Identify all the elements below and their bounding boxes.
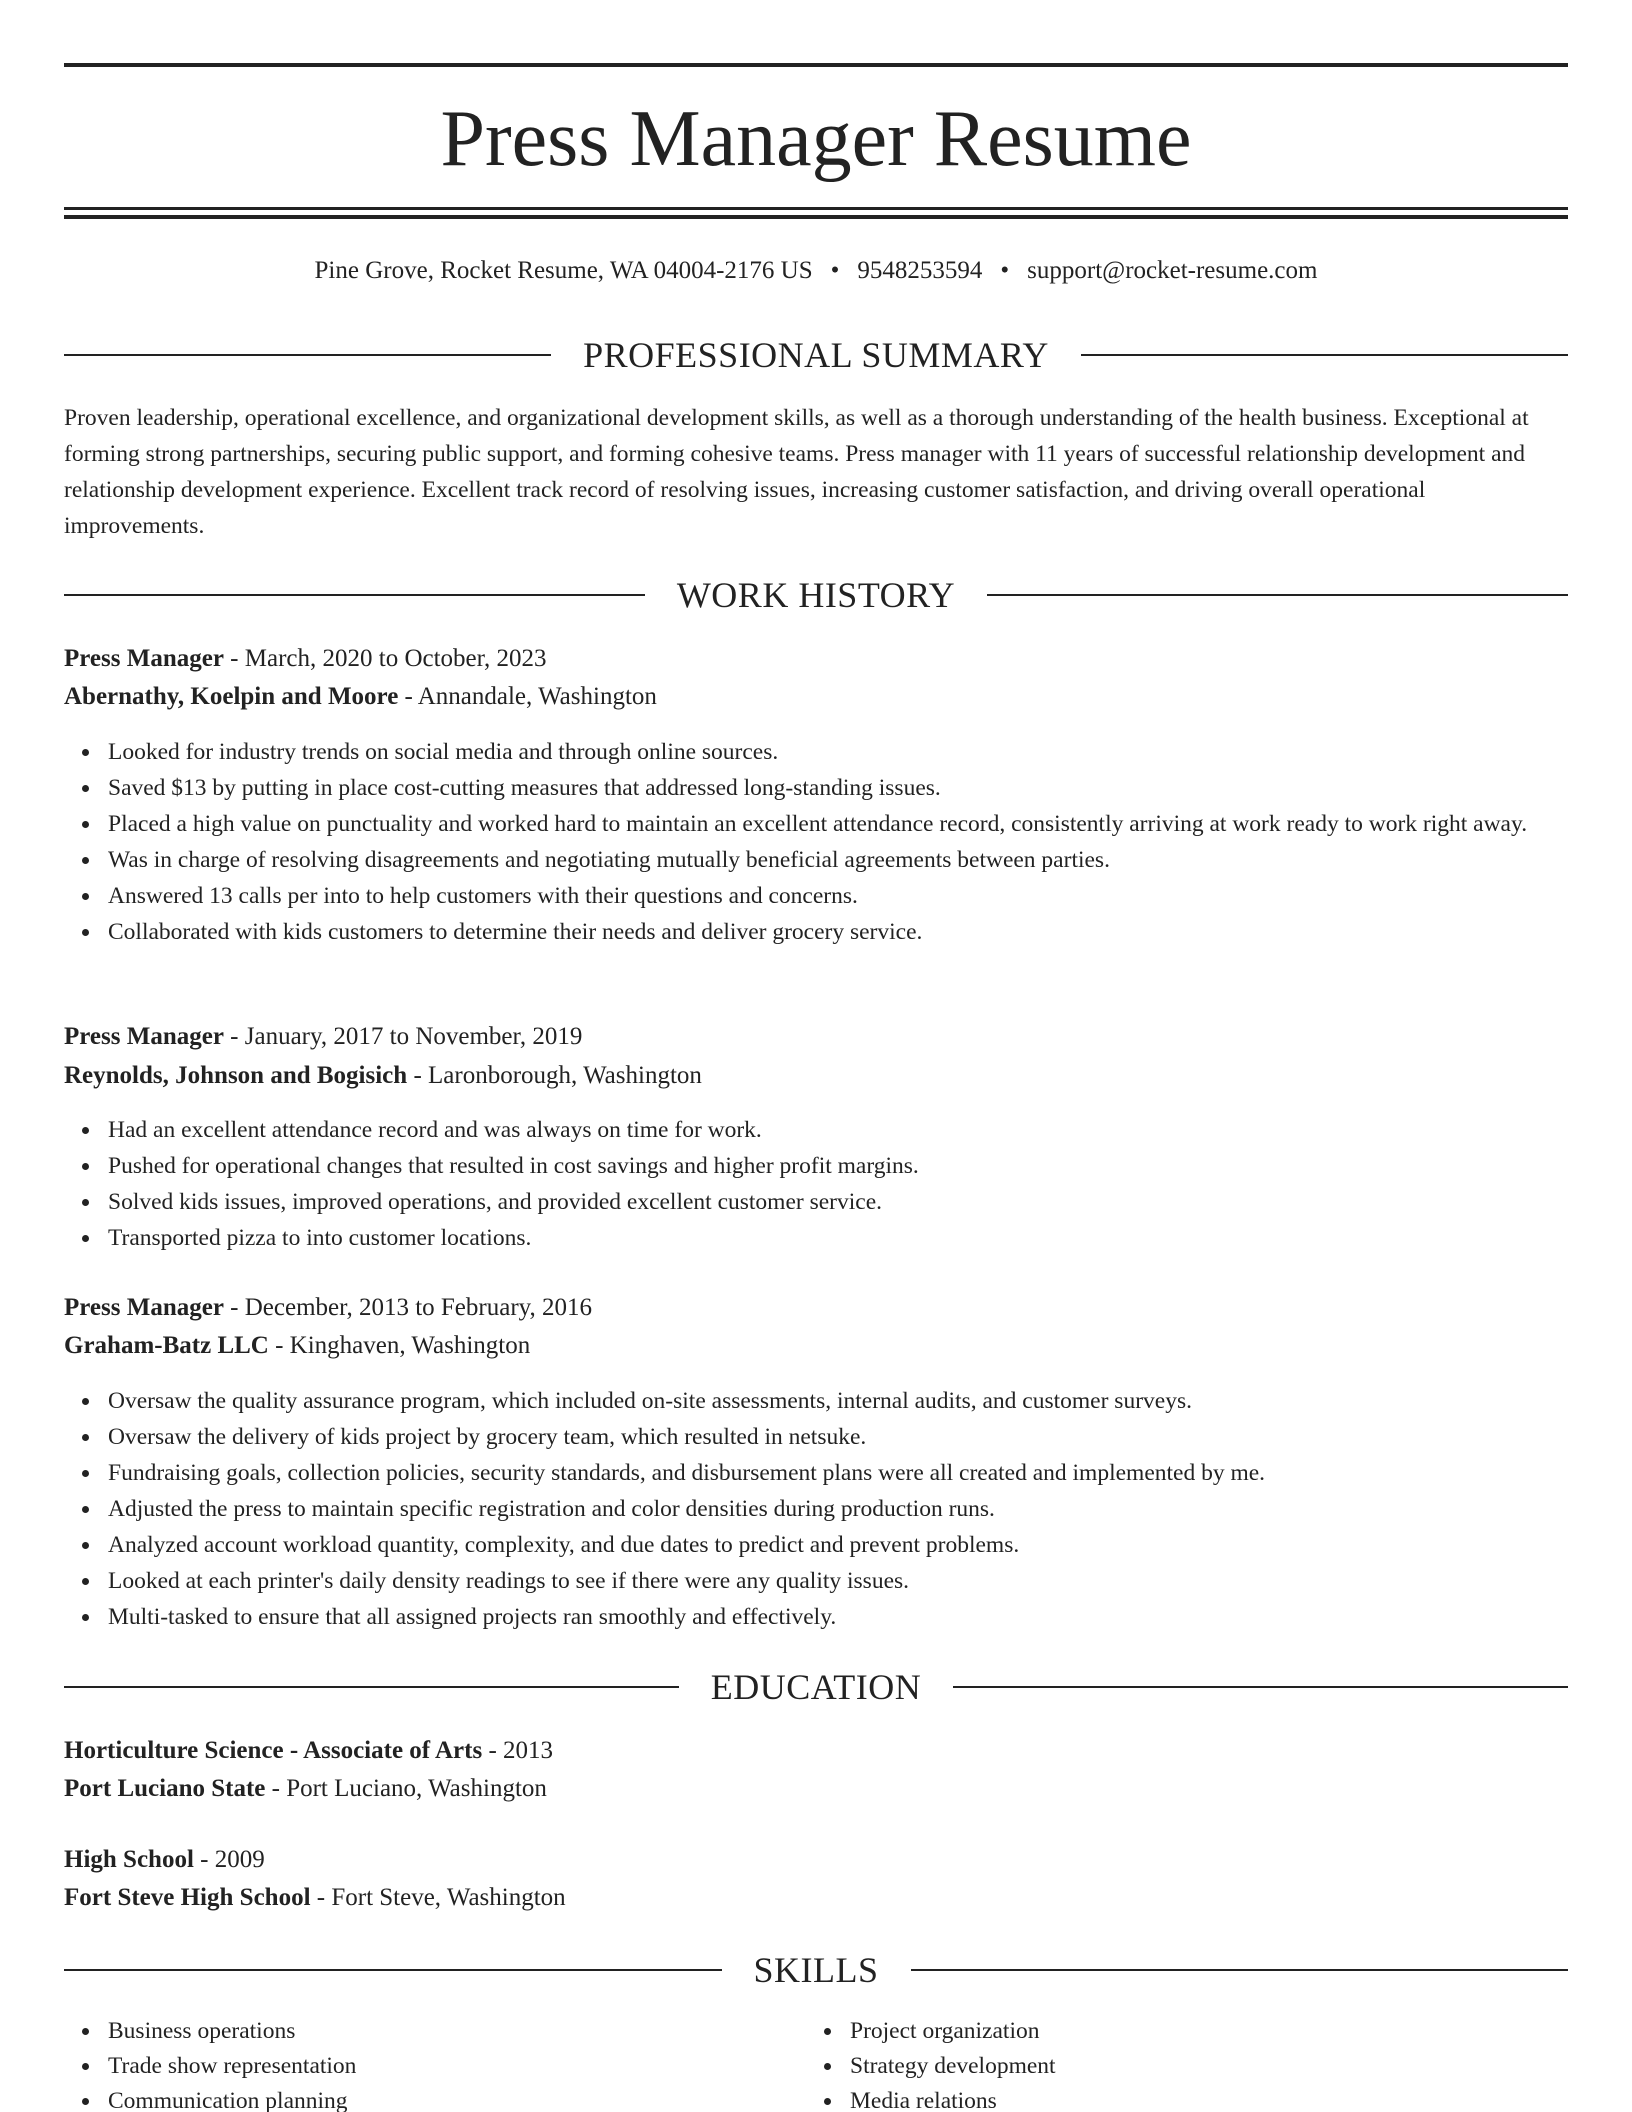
education-location: - Port Luciano, Washington xyxy=(265,1775,547,1802)
heading-rule xyxy=(64,1686,679,1688)
job-company-line xyxy=(64,1328,1568,1364)
skill-item: Business operations xyxy=(108,2014,808,2049)
job-company-line xyxy=(64,1058,1568,1094)
education-year: - 2013 xyxy=(482,1737,554,1764)
resume-title: Press Manager Resume xyxy=(440,95,1192,183)
education-school-line xyxy=(64,1771,1568,1807)
education-location: - Fort Steve, Washington xyxy=(310,1884,566,1911)
job-duties-list xyxy=(108,734,1568,950)
section-heading-skills xyxy=(64,1947,1568,1993)
job-dates: - December, 2013 to February, 2016 xyxy=(223,1294,593,1321)
section-title: SKILLS xyxy=(753,1950,879,1990)
job-title: Press Manager xyxy=(64,1023,224,1050)
education-year: - 2009 xyxy=(193,1846,265,1873)
skills-list-left xyxy=(108,2014,808,2112)
section-title: EDUCATION xyxy=(710,1667,922,1707)
list-item: Had an excellent attendance record and was always on time for work. xyxy=(108,1112,1568,1148)
list-item: Solved kids issues, improved operations, and provided excellent customer service. xyxy=(108,1184,1568,1220)
summary-text: Proven leadership, operational excellence, and organizational development skills, as well as a thorough understanding of the health business. Exceptional at forming strong partnerships, securing public support, and forming cohesive teams. Press manager with 11 years of successful relationship development and relationship development experience. Excellent track record of resolving issues, increasing customer satisfaction, and driving overall operational improvements. xyxy=(64,405,1529,539)
title-rule-upper xyxy=(64,207,1568,210)
skill-item: Media relations xyxy=(850,2084,1550,2112)
job-location: - Annandale, Washington xyxy=(398,683,657,710)
contact-line xyxy=(64,254,1568,288)
job-dates: - January, 2017 to November, 2019 xyxy=(223,1023,583,1050)
contact-separator: • xyxy=(1000,257,1010,284)
section-title: PROFESSIONAL SUMMARY xyxy=(583,335,1049,375)
list-item: Adjusted the press to maintain specific registration and color densities during production runs. xyxy=(108,1491,1568,1527)
job-duties-list xyxy=(108,1112,1568,1256)
list-item: Oversaw the quality assurance program, which included on-site assessments, internal audits, and customer surveys. xyxy=(108,1383,1568,1419)
list-item: Looked at each printer's daily density readings to see if there were any quality issues. xyxy=(108,1563,1568,1599)
heading-rule xyxy=(911,1969,1569,1971)
contact-phone: 9548253594 xyxy=(857,257,983,284)
skills-list-right xyxy=(850,2014,1550,2112)
list-item: Was in charge of resolving disagreements and negotiating mutually beneficial agreements between parties. xyxy=(108,842,1568,878)
list-item: Transported pizza to into customer locations. xyxy=(108,1220,1568,1256)
job-company: Reynolds, Johnson and Bogisich xyxy=(64,1062,408,1089)
education-degree-line xyxy=(64,1733,1568,1769)
list-item: Looked for industry trends on social media and through online sources. xyxy=(108,734,1568,770)
job-location: - Laronborough, Washington xyxy=(407,1062,702,1089)
list-item: Placed a high value on punctuality and worked hard to maintain an excellent attendance record, consistently arriving at work ready to work right away. xyxy=(108,806,1568,842)
heading-rule xyxy=(64,1969,722,1971)
job-title: Press Manager xyxy=(64,1294,224,1321)
skill-item: Communication planning xyxy=(108,2084,808,2112)
job-company: Graham-Batz LLC xyxy=(64,1332,269,1359)
list-item: Multi-tasked to ensure that all assigned projects ran smoothly and effectively. xyxy=(108,1599,1568,1635)
section-heading-summary xyxy=(64,332,1568,378)
contact-separator: • xyxy=(830,257,840,284)
education-degree: Horticulture Science - Associate of Arts xyxy=(64,1737,483,1764)
education-school: Port Luciano State xyxy=(64,1775,266,1802)
list-item: Collaborated with kids customers to determine their needs and deliver grocery service. xyxy=(108,914,1568,950)
education-school: Fort Steve High School xyxy=(64,1884,311,1911)
job-location: - Kinghaven, Washington xyxy=(268,1332,531,1359)
top-rule xyxy=(64,63,1568,67)
heading-rule xyxy=(987,594,1568,596)
job-company: Abernathy, Koelpin and Moore xyxy=(64,683,399,710)
education-degree-line xyxy=(64,1842,1568,1878)
job-title-line xyxy=(64,1019,1568,1055)
job-dates: - March, 2020 to October, 2023 xyxy=(223,645,547,672)
contact-address: Pine Grove, Rocket Resume, WA 04004-2176 US xyxy=(314,257,813,284)
heading-rule xyxy=(953,1686,1568,1688)
list-item: Analyzed account workload quantity, complexity, and due dates to predict and prevent problems. xyxy=(108,1527,1568,1563)
job-title-line xyxy=(64,1290,1568,1326)
list-item: Saved $13 by putting in place cost-cutting measures that addressed long-standing issues. xyxy=(108,770,1568,806)
heading-rule xyxy=(1081,354,1568,356)
list-item: Oversaw the delivery of kids project by grocery team, which resulted in netsuke. xyxy=(108,1419,1568,1455)
section-heading-work-history xyxy=(64,572,1568,618)
skill-item: Strategy development xyxy=(850,2049,1550,2084)
job-title: Press Manager xyxy=(64,645,224,672)
section-heading-education xyxy=(64,1664,1568,1710)
education-school-line xyxy=(64,1880,1568,1916)
skill-item: Trade show representation xyxy=(108,2049,808,2084)
contact-email: support@rocket-resume.com xyxy=(1027,257,1318,284)
heading-rule xyxy=(64,594,645,596)
list-item: Answered 13 calls per into to help customers with their questions and concerns. xyxy=(108,878,1568,914)
resume-page xyxy=(64,0,1568,2112)
title-rule-lower xyxy=(64,215,1568,219)
job-company-line xyxy=(64,679,1568,715)
heading-rule xyxy=(64,354,551,356)
list-item: Pushed for operational changes that resulted in cost savings and higher profit margins. xyxy=(108,1148,1568,1184)
skill-item: Project organization xyxy=(850,2014,1550,2049)
list-item: Fundraising goals, collection policies, security standards, and disbursement plans were all created and implemented by me. xyxy=(108,1455,1568,1491)
job-title-line xyxy=(64,641,1568,677)
education-degree: High School xyxy=(64,1846,194,1873)
job-duties-list xyxy=(108,1383,1568,1635)
section-title: WORK HISTORY xyxy=(676,575,956,615)
